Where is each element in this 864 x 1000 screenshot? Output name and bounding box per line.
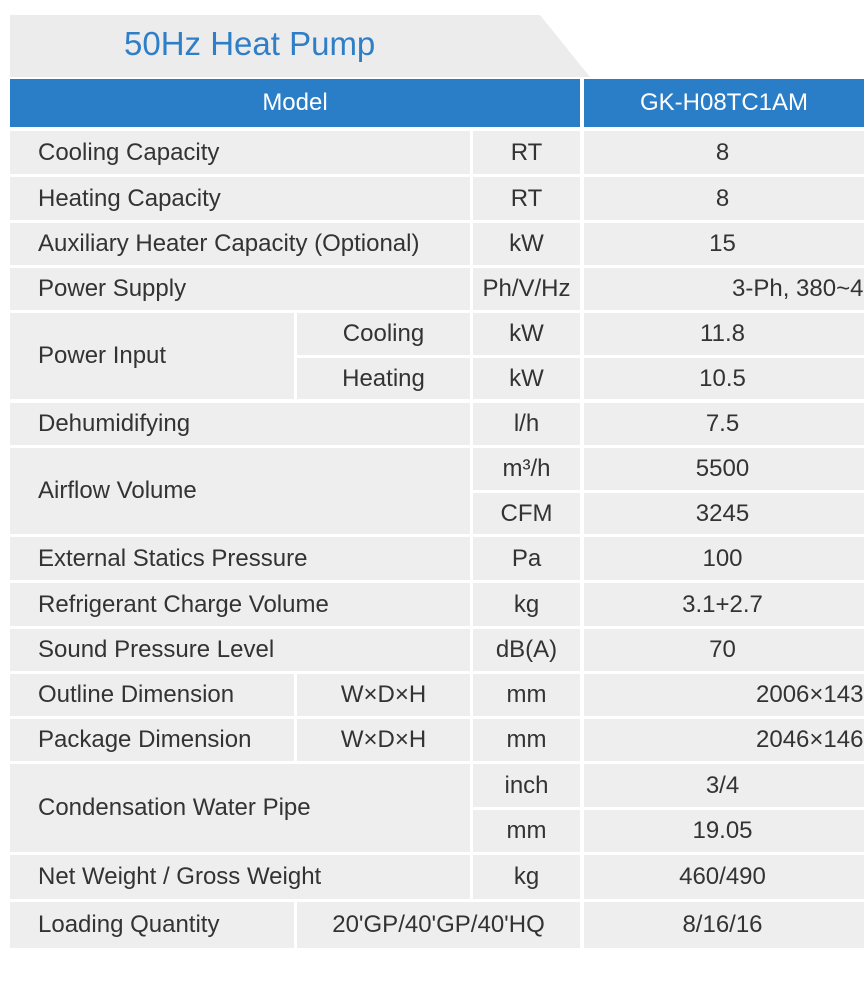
row-unit-cooling-capacity: RT xyxy=(473,131,580,174)
row-label-esp: External Statics Pressure xyxy=(10,537,470,580)
row-label-power-supply: Power Supply xyxy=(10,268,470,310)
row-label-outline: Outline Dimension xyxy=(10,674,294,716)
row-unit-power-input-heating: kW xyxy=(473,358,580,399)
row-value-airflow-m3h: 5500 xyxy=(584,448,864,490)
row-value-condensation-mm: 19.05 xyxy=(584,810,864,852)
row-label-airflow: Airflow Volume xyxy=(10,448,470,534)
row-sub-power-input-cooling: Cooling xyxy=(297,313,470,355)
row-unit-package: mm xyxy=(473,719,580,761)
row-unit-outline: mm xyxy=(473,674,580,716)
row-unit-airflow-m3h: m³/h xyxy=(473,448,580,490)
row-label-dehumidifying: Dehumidifying xyxy=(10,403,470,445)
row-value-power-input-heating: 10.5 xyxy=(584,358,864,399)
row-label-condensation: Condensation Water Pipe xyxy=(10,764,470,852)
row-value-power-input-cooling: 11.8 xyxy=(584,313,864,355)
row-value-airflow-cfm: 3245 xyxy=(584,493,864,534)
row-label-refrigerant: Refrigerant Charge Volume xyxy=(10,583,470,626)
row-sub-outline: W×D×H xyxy=(297,674,470,716)
row-sub-package: W×D×H xyxy=(297,719,470,761)
row-label-weight: Net Weight / Gross Weight xyxy=(10,855,470,899)
row-unit-heating-capacity: RT xyxy=(473,177,580,220)
row-unit-aux-heater: kW xyxy=(473,223,580,265)
model-value-header: GK-H08TC1AM xyxy=(584,79,864,127)
row-label-cooling-capacity: Cooling Capacity xyxy=(10,131,470,174)
row-value-outline: 2006×143 xyxy=(584,674,864,716)
row-unit-power-supply: Ph/V/Hz xyxy=(473,268,580,310)
row-label-heating-capacity: Heating Capacity xyxy=(10,177,470,220)
row-value-package: 2046×146 xyxy=(584,719,864,761)
row-label-loading: Loading Quantity xyxy=(10,902,294,948)
model-header: Model xyxy=(10,79,580,127)
row-value-sound: 70 xyxy=(584,629,864,671)
row-value-weight: 460/490 xyxy=(584,855,864,899)
row-value-aux-heater: 15 xyxy=(584,223,864,265)
row-unit-condensation-inch: inch xyxy=(473,764,580,807)
row-value-esp: 100 xyxy=(584,537,864,580)
page-title: 50Hz Heat Pump xyxy=(124,25,376,62)
row-unit-loading: 20'GP/40'GP/40'HQ xyxy=(297,902,580,948)
row-unit-condensation-mm: mm xyxy=(473,810,580,852)
row-value-refrigerant: 3.1+2.7 xyxy=(584,583,864,626)
row-unit-esp: Pa xyxy=(473,537,580,580)
row-label-aux-heater: Auxiliary Heater Capacity (Optional) xyxy=(10,223,470,265)
row-unit-dehumidifying: l/h xyxy=(473,403,580,445)
row-label-power-input: Power Input xyxy=(10,313,294,399)
row-unit-weight: kg xyxy=(473,855,580,899)
row-unit-sound: dB(A) xyxy=(473,629,580,671)
row-unit-refrigerant: kg xyxy=(473,583,580,626)
row-unit-power-input-cooling: kW xyxy=(473,313,580,355)
row-label-package: Package Dimension xyxy=(10,719,294,761)
row-value-power-supply: 3-Ph, 380~4 xyxy=(584,268,864,310)
row-value-condensation-inch: 3/4 xyxy=(584,764,864,807)
row-value-loading: 8/16/16 xyxy=(584,902,864,948)
row-value-heating-capacity: 8 xyxy=(584,177,864,220)
row-value-cooling-capacity: 8 xyxy=(584,131,864,174)
row-sub-power-input-heating: Heating xyxy=(297,358,470,399)
row-unit-airflow-cfm: CFM xyxy=(473,493,580,534)
row-value-dehumidifying: 7.5 xyxy=(584,403,864,445)
row-label-sound: Sound Pressure Level xyxy=(10,629,470,671)
